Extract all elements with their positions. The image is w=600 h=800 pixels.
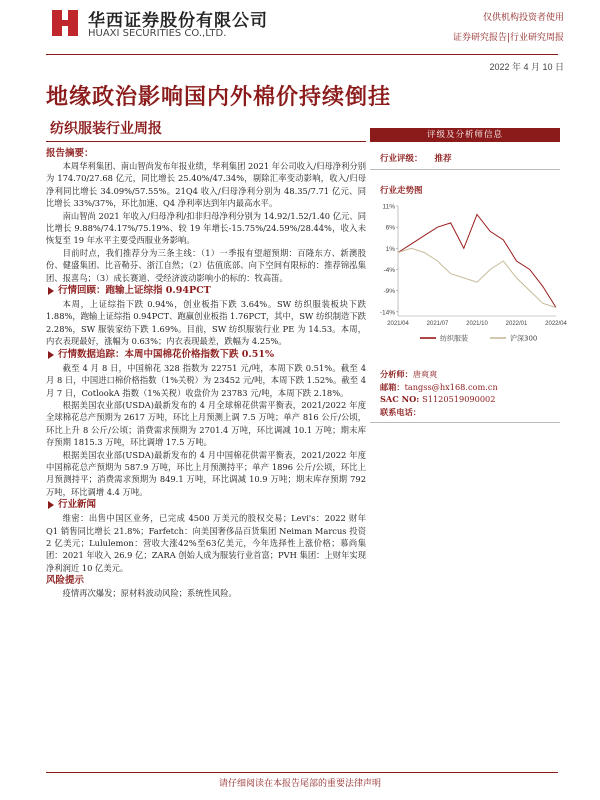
data-tracking-paragraph: 截至 4 月 8 日，中国棉花 328 指数为 22751 元/吨，本周下跌 0.51%。截至 4 月 8 日，中国进口棉价格指数（1%关税）为 23452 元/吨，本周下跌 1.52%。截至 4 月 7 日，CotlookA 指数（1%关税）收盘价为 23783 元/吨，本周下跌 2.18%。: [46, 362, 366, 398]
sac-row: SAC NO: S1120519090002: [380, 394, 496, 405]
phone-row: 联系电话：: [380, 406, 421, 417]
report-header: [0, 0, 600, 72]
x-tick-label: 2021/04: [387, 321, 409, 327]
report-subtitle: 纺织服装行业周报: [50, 121, 162, 137]
header-divider: [46, 54, 558, 55]
summary-paragraph: 目前时点，我们推荐分为三条主线：（1）一季报有望超预期：百隆东方、新澳股份、健盛集团、比音勒芬、浙江自然；（2）估值底部、向下空间有限标的：推荐锦泓集团、报喜鸟；（3）成长赛道、受经济波动影响小的标的：牧高笛。: [46, 247, 366, 283]
summary-heading: 报告摘要：: [46, 148, 94, 159]
legal-footer: 请仔细阅读在本报告尾部的重要法律声明: [218, 779, 381, 789]
data-tracking-paragraph: 根据美国农业部(USDA)最新发布的 4 月全球棉花供需平衡表，2021/2022 年度全球棉花总产预期为 2617 万吨，环比上月预测上调 7.5 万吨；单产 816 公斤/公顷，环比上升 8 公斤/公顷；消费需求预期为 2701.4 万吨，环比调减 10.1 万吨；期末库存预期 1815.3 万吨，环比调增 17.5 万吨。: [46, 399, 366, 448]
analyst-email[interactable]: tangss@hx168.com.cn: [404, 381, 498, 392]
series-line: [398, 248, 556, 307]
report-title: 地缘政治影响国内外棉价持续倒挂: [46, 84, 392, 110]
x-tick-label: 2022/01: [505, 321, 528, 327]
analyst-info: [370, 368, 560, 418]
report-date: 2022 年 4 月 10 日: [489, 62, 564, 72]
email-row: 邮箱：tangss@hx168.com.cn: [380, 381, 498, 392]
risk-heading: 风险提示: [46, 575, 85, 587]
y-tick-label: -14%: [379, 309, 395, 317]
trend-chart-label: 行业走势图: [380, 186, 423, 196]
rating-value: 推荐: [434, 154, 452, 164]
y-tick-label: 1%: [385, 245, 395, 253]
data-tracking-heading: 行情数据追踪：本周中国棉花价格指数下跌 0.51%: [48, 348, 366, 362]
company-name-cn: 华西证券股份有限公司: [88, 11, 268, 31]
risk-paragraph: 疫情再次爆发；原材料波动风险；系统性风险。: [62, 588, 237, 599]
industry-news-paragraph: 维密：出售中国区业务，已完成 4500 万美元的股权交易；Levi's：2022 财年 Q1 销售同比增长 21.8%；Farfetch：向美国奢侈品百货集团 Neiman Marcus 投资 2 亿美元；Lululemon：营收大涨42%至63亿美元，今年选择性上涨价格；慕尚集团：2021 年收入 26.9 亿；ZARA 创始人成为服装行业首富；PVH 集团：上财年实现净利润近 10 亿美元。: [46, 513, 366, 573]
data-tracking-paragraph: 根据美国农业部(USDA)最新发布的 4 月中国棉花供需平衡表，2021/2022 年度中国棉花总产预期为 587.9 万吨，环比上月预测持平；单产 1896 公斤/公顷，环比上月预测持平；消费需求预期为 849.1 万吨，环比调减 10.9 万吨；期末库存预期 792 万吨，环比调增 4.4 万吨。: [46, 449, 366, 497]
analyst-divider: [370, 422, 560, 423]
company-name-en: HUAXI SECURITIES CO.,LTD.: [88, 28, 227, 39]
x-tick-label: 2021/07: [426, 321, 449, 327]
y-tick-label: -4%: [383, 266, 395, 274]
sac-number: S1120519090002: [422, 394, 496, 405]
report-category: 证券研究报告|行业研究周报: [452, 33, 564, 43]
industry-rating: [370, 152, 560, 170]
trend-chart: [370, 200, 567, 354]
subtitle-divider: [46, 141, 366, 142]
institution-only-notice: 仅供机构投资者使用: [482, 13, 564, 23]
market-review-paragraph: 本周，上证综指下跌 0.94%，创业板指下跌 3.64%。SW 纺织服装板块下跌 1.88%，跑输上证综指 0.94PCT、跑赢创业板指 1.76PCT，其中，SW 纺织制造下跌 2.28%，SW 服装家纺下跌 1.69%。目前，SW 纺织服装行业 PE 为 14.53。本周，内衣表现最好，涨幅为 0.63%；内衣表现最差，跌幅为 4.25%。: [46, 299, 366, 347]
analyst-name: 唐爽爽: [412, 369, 438, 379]
main-column: [46, 147, 366, 600]
summary-paragraph: 本周华利集团、南山智尚发布年报业绩，华利集团 2021 年公司收入/归母净利分别为 174.70/27.68 亿元，同比增长 25.40%/47.34%，剔除汇率变动影响，收入/归母净利同比增长 34.09%/57.55%。21Q4 收入/归母净利分别为 48.35/7.71 亿元、同比增长 33%/37%，环比加速、Q4 净利率达到年内最高水平。: [46, 161, 366, 209]
triangle-bullet-icon: [48, 351, 54, 359]
triangle-bullet-icon: [48, 287, 54, 295]
y-tick-label: -9%: [383, 288, 395, 296]
footer-divider: [46, 772, 558, 773]
x-tick-label: 2022/04: [545, 321, 567, 327]
analyst-row: 分析师：唐爽爽: [380, 369, 438, 379]
triangle-bullet-icon: [48, 501, 54, 509]
rating-label: 行业评级：: [380, 154, 423, 164]
y-tick-label: 11%: [382, 203, 395, 211]
legend-label: 纺织服装: [440, 334, 468, 343]
huaxi-logo-icon: [50, 8, 80, 38]
legend-label: 沪深300: [510, 334, 538, 343]
sidebar: [370, 128, 567, 423]
industry-news-heading: 行业新闻: [48, 498, 366, 512]
trend-chart-svg: [370, 200, 567, 350]
sidebar-header: 评级及分析师信息: [370, 128, 560, 142]
summary-paragraph: 南山智尚 2021 年收入/归母净利/扣非归母净利分别为 14.92/1.52/1.40 亿元、同比增长 9.88%/74.17%/75.19%、较 19 年增长-15.75%/24.59%/28.44%，收入未恢复至 19 年水平主要受西服业务影响。: [46, 210, 366, 246]
y-tick-label: 6%: [385, 224, 395, 232]
market-review-heading: 行情回顾：跑输上证综指 0.94PCT: [48, 284, 366, 298]
x-tick-label: 2021/10: [466, 321, 488, 327]
